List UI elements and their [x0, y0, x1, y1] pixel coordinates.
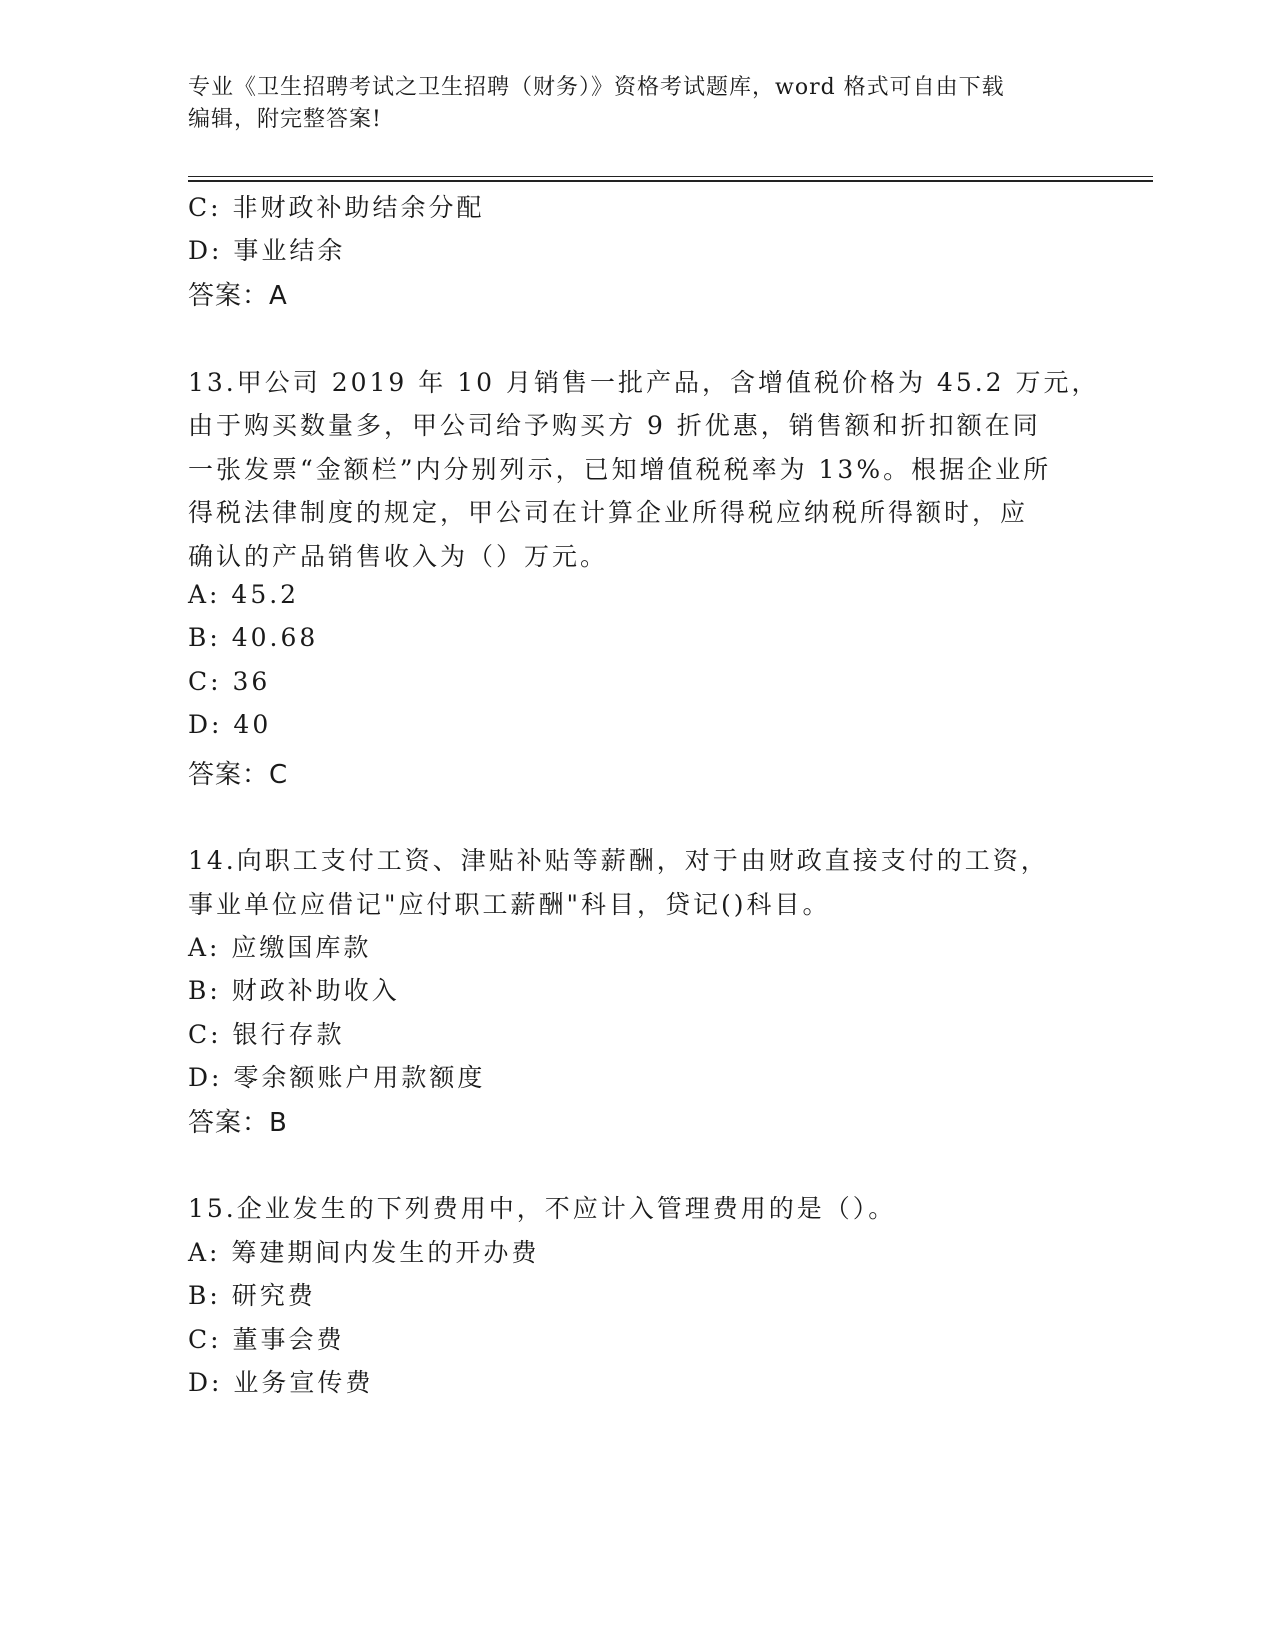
- q14-option-b: B: 财政补助收入: [188, 976, 400, 1005]
- q12-option-d: D: 事业结余: [188, 236, 346, 265]
- q15-stem-line-1: 15.企业发生的下列费用中，不应计入管理费用的是（）。: [188, 1194, 897, 1223]
- q13-answer: 答案：C: [188, 760, 289, 790]
- q14-stem-line-1: 14.向职工支付工资、津贴补贴等薪酬，对于由财政直接支付的工资，: [188, 846, 1049, 875]
- q13-option-a: A: 45.2: [188, 580, 300, 609]
- q14-stem-line-2: 事业单位应借记"应付职工薪酬"科目，贷记()科目。: [188, 890, 831, 919]
- q12-option-c: C: 非财政补助结余分配: [188, 193, 485, 222]
- q13-stem-line-3: 一张发票“金额栏”内分别列示，已知增值税税率为 13%。根据企业所: [188, 455, 1052, 484]
- q13-stem-line-5: 确认的产品销售收入为（）万元。: [188, 542, 609, 571]
- header-divider-thin: [188, 176, 1153, 177]
- q13-stem-line-4: 得税法律制度的规定，甲公司在计算企业所得税应纳税所得额时，应: [188, 498, 1029, 527]
- q14-option-a: A: 应缴国库款: [188, 933, 372, 962]
- q14-answer: 答案：B: [188, 1108, 288, 1138]
- q13-stem-line-2: 由于购买数量多，甲公司给予购买方 9 折优惠，销售额和折扣额在同: [188, 411, 1041, 440]
- q15-option-b: B: 研究费: [188, 1281, 316, 1310]
- header-line-1: 专业《卫生招聘考试之卫生招聘（财务）》资格考试题库，word 格式可自由下载: [188, 75, 1005, 100]
- q13-option-b: B: 40.68: [188, 623, 319, 652]
- q14-option-d: D: 零余额账户用款额度: [188, 1063, 486, 1092]
- q15-option-a: A: 筹建期间内发生的开办费: [188, 1238, 540, 1267]
- q14-option-c: C: 银行存款: [188, 1020, 345, 1049]
- q15-option-d: D: 业务宣传费: [188, 1368, 374, 1397]
- document-header: [188, 72, 1088, 136]
- header-line-2: 编辑，附完整答案!: [188, 107, 382, 132]
- q15-option-c: C: 董事会费: [188, 1325, 345, 1354]
- q13-stem-line-1: 13.甲公司 2019 年 10 月销售一批产品，含增值税价格为 45.2 万元，: [188, 368, 1100, 397]
- q12-answer: 答案：A: [188, 281, 288, 311]
- q13-option-d: D: 40: [188, 710, 272, 739]
- header-divider-thick: [188, 180, 1153, 182]
- q13-option-c: C: 36: [188, 667, 271, 696]
